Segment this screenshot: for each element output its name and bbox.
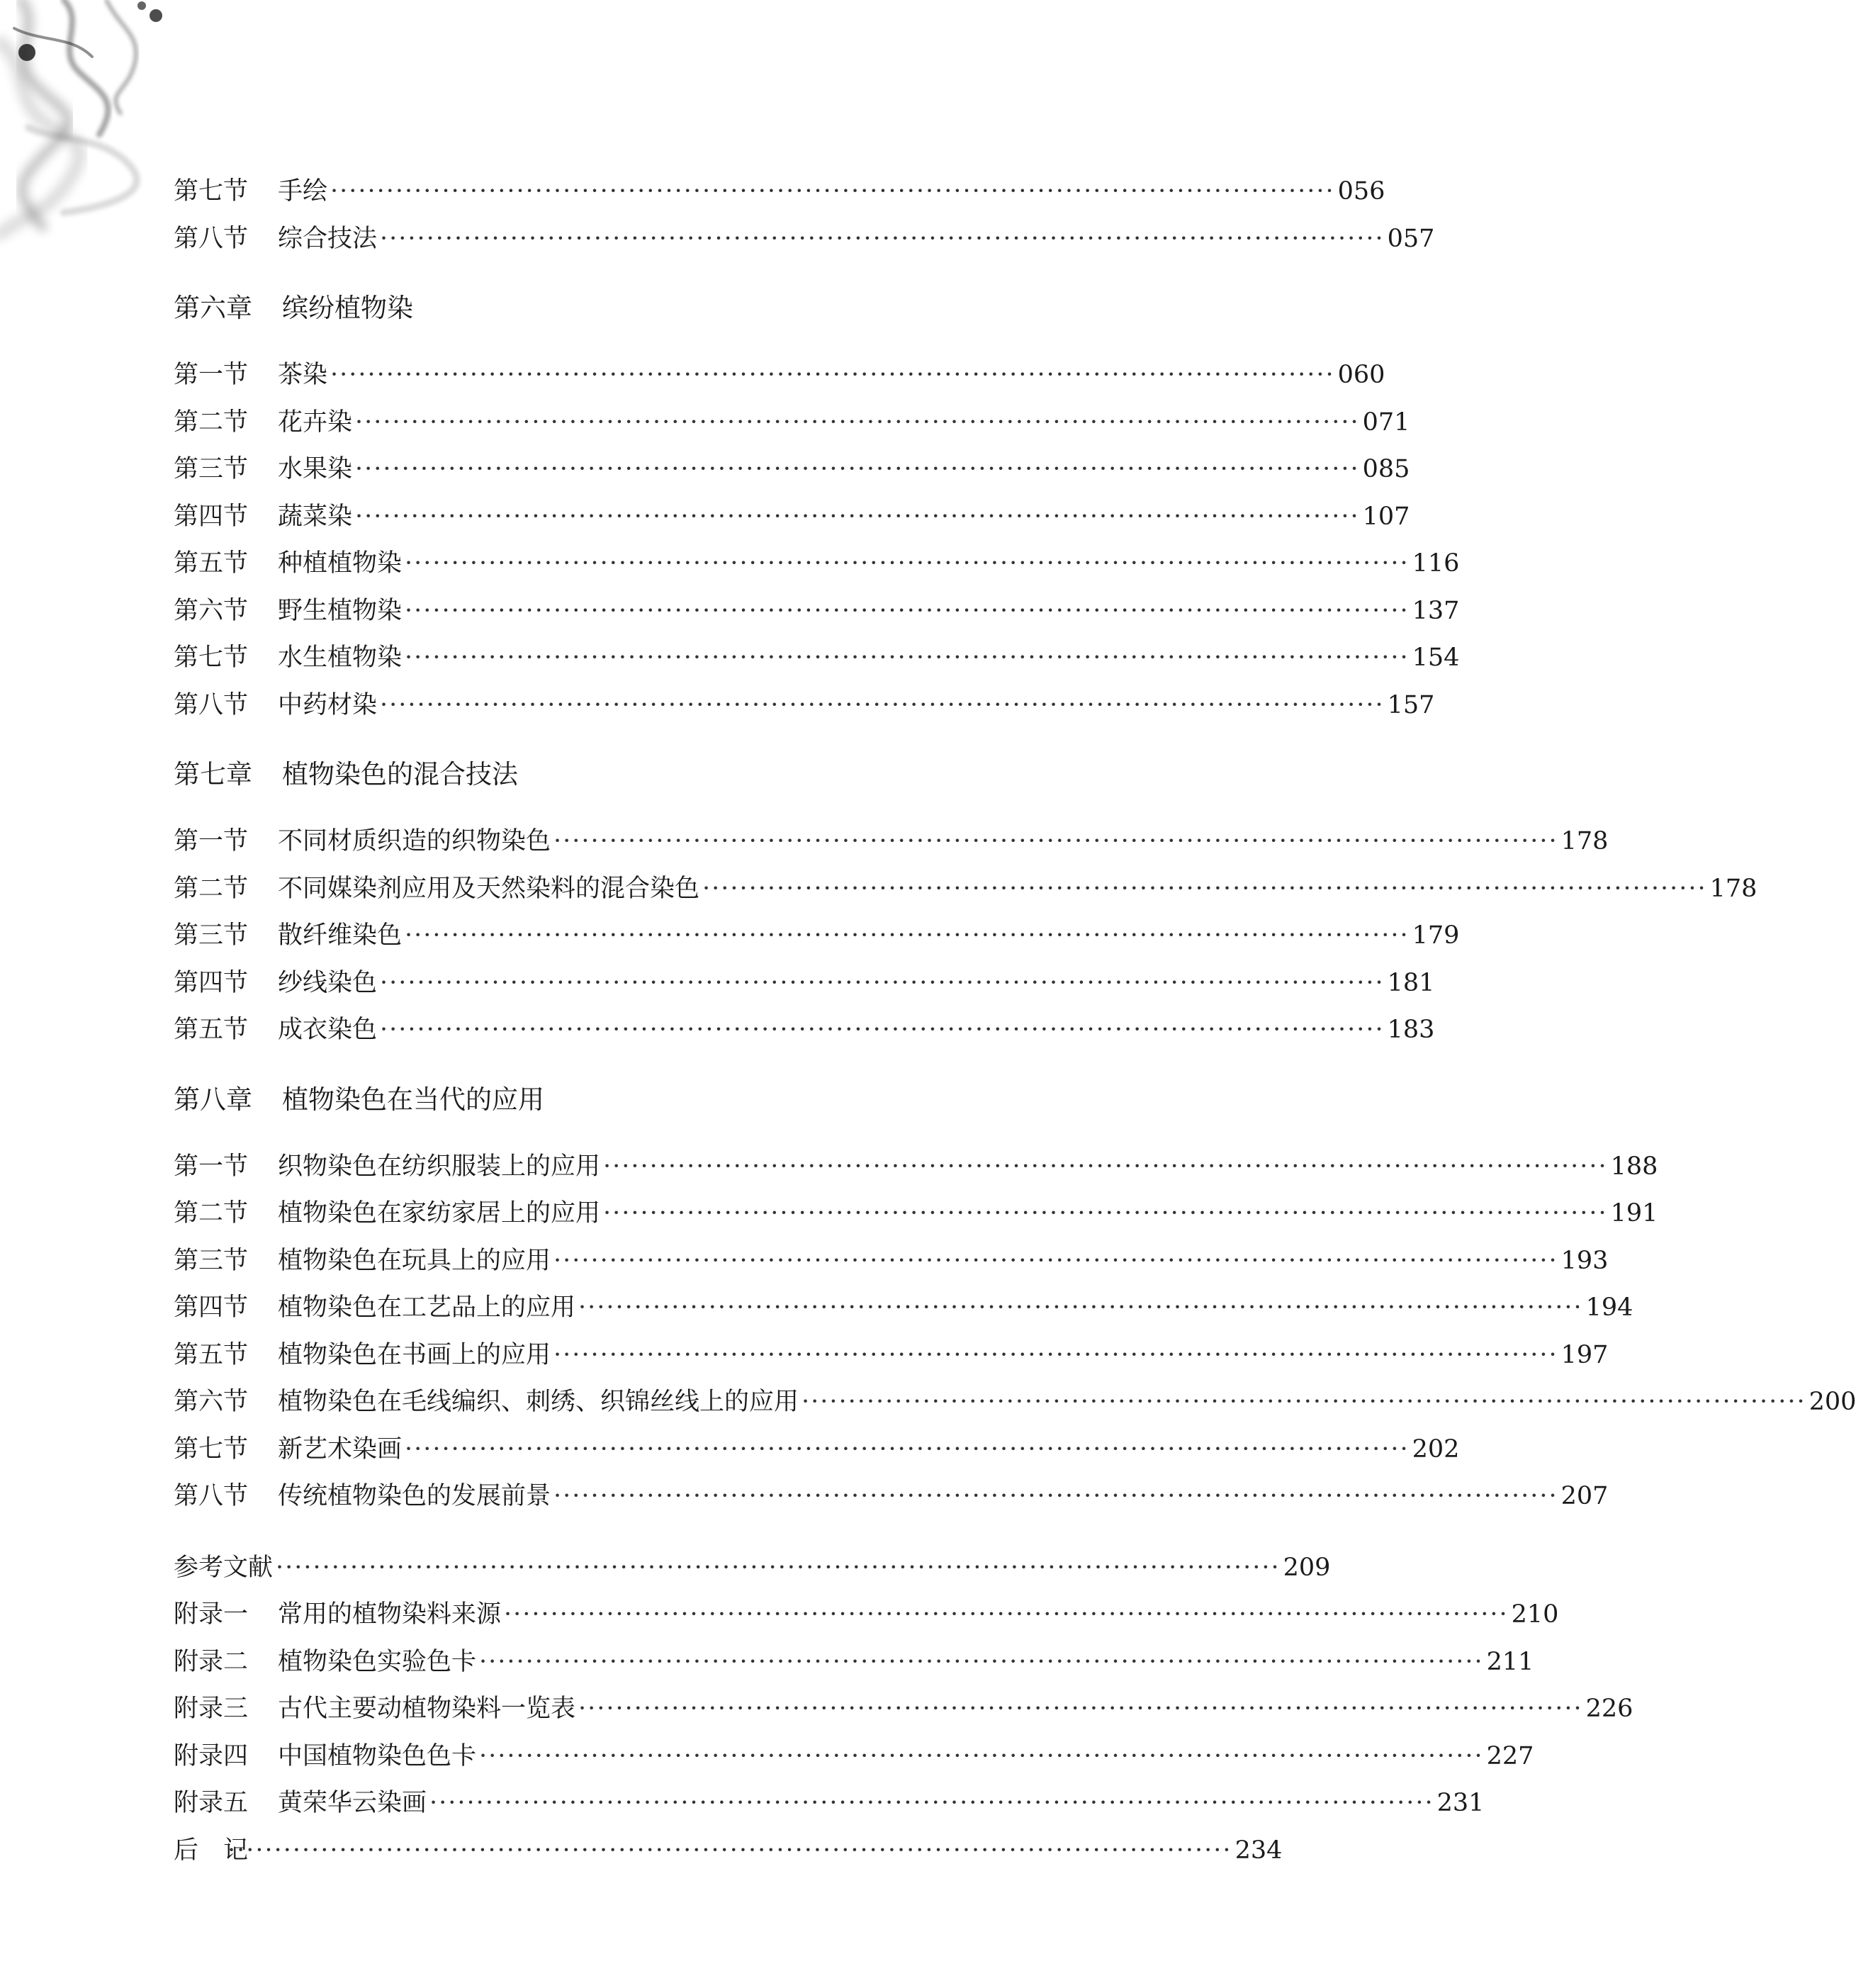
toc-entry[interactable]	[174, 818, 1609, 865]
section-title: 综合技法	[278, 224, 378, 253]
section-number: 第一节	[174, 1152, 249, 1181]
toc-entry-appendix[interactable]	[174, 1685, 1633, 1733]
section-title: 成衣染色	[278, 1016, 378, 1044]
toc-entry[interactable]	[174, 1426, 1460, 1473]
page-number: 209	[1283, 1553, 1331, 1582]
chapter-number: 第七章	[174, 759, 252, 790]
page-number: 193	[1560, 1246, 1609, 1275]
toc-entry[interactable]	[174, 215, 1435, 263]
toc-entry[interactable]	[174, 1237, 1609, 1285]
section-number: 第六节	[174, 1388, 249, 1416]
toc-entry[interactable]	[174, 865, 1757, 913]
section-title: 参考文献	[174, 1553, 274, 1582]
dot-leader: ············································································································	[330, 177, 1335, 206]
afterword-label: 后 记	[174, 1836, 249, 1865]
section-title: 黄荣华云染画	[278, 1789, 427, 1817]
page-number: 202	[1412, 1434, 1460, 1464]
section-number: 第一节	[174, 827, 249, 855]
dot-leader: ············································································································	[578, 1293, 1583, 1322]
page-number: 200	[1809, 1388, 1856, 1416]
page-number: 183	[1387, 1016, 1435, 1044]
dot-leader: ············································································································	[479, 1647, 1484, 1676]
section-number: 第七节	[174, 1434, 249, 1464]
page-number: 116	[1412, 549, 1460, 578]
dot-leader: ············································································································	[405, 921, 1410, 950]
section-title: 织物染色在纺织服装上的应用	[278, 1152, 601, 1181]
dot-leader: ············································································································	[479, 1741, 1484, 1770]
chapter-title: 缤纷植物染	[282, 293, 413, 323]
toc-entry[interactable]	[174, 1006, 1435, 1054]
dot-leader: ············································································································	[405, 1434, 1410, 1464]
toc-entry[interactable]	[174, 1284, 1633, 1332]
section-title: 不同媒染剂应用及天然染料的混合染色	[278, 874, 700, 903]
dot-leader: ············································································································	[355, 408, 1360, 437]
dot-leader: ············································································································	[405, 596, 1410, 625]
appendix-number: 附录二	[174, 1647, 249, 1676]
section-title: 手绘	[278, 177, 328, 206]
table-of-contents	[174, 168, 1856, 1874]
section-title: 传统植物染色的发展前景	[278, 1482, 551, 1510]
section-title: 茶染	[278, 361, 328, 389]
toc-entry[interactable]	[174, 588, 1460, 635]
section-title: 野生植物染	[278, 596, 403, 625]
dot-leader: ············································································································	[553, 827, 1558, 855]
section-title: 种植植物染	[278, 549, 403, 578]
dot-leader: ············································································································	[702, 874, 1707, 903]
appendix-number: 附录一	[174, 1600, 249, 1629]
toc-entry[interactable]	[174, 446, 1410, 493]
dot-leader: ············································································································	[603, 1199, 1608, 1228]
dot-leader: ············································································································	[276, 1553, 1281, 1582]
page-number: 157	[1387, 690, 1435, 719]
chapter-number: 第六章	[174, 293, 252, 323]
section-title: 植物染色在工艺品上的应用	[278, 1293, 576, 1322]
section-number: 第八节	[174, 690, 249, 719]
toc-entry-references[interactable]	[174, 1544, 1331, 1592]
dot-leader: ············································································································	[355, 502, 1360, 531]
dot-leader: ············································································································	[405, 549, 1410, 578]
toc-entry[interactable]	[174, 1143, 1658, 1191]
chapter-title: 植物染色的混合技法	[282, 759, 518, 790]
toc-entry[interactable]	[174, 399, 1410, 447]
section-title: 中药材染	[278, 690, 378, 719]
chapter-title: 植物染色在当代的应用	[282, 1084, 544, 1115]
page-number: 056	[1337, 177, 1385, 206]
section-title: 不同材质织造的织物染色	[278, 827, 551, 855]
section-number: 第四节	[174, 968, 249, 997]
toc-entry[interactable]	[174, 1332, 1609, 1379]
page-number: 179	[1412, 921, 1460, 950]
section-title: 水生植物染	[278, 644, 403, 672]
section-number: 第四节	[174, 1293, 249, 1322]
section-number: 第二节	[174, 408, 249, 437]
section-number: 第三节	[174, 921, 249, 950]
section-title: 常用的植物染料来源	[278, 1600, 502, 1629]
toc-entry[interactable]	[174, 493, 1410, 541]
toc-entry[interactable]	[174, 540, 1460, 588]
page-number: 181	[1387, 968, 1435, 997]
toc-entry[interactable]	[174, 960, 1435, 1007]
chapter-number: 第八章	[174, 1084, 252, 1115]
toc-entry-afterword[interactable]	[174, 1827, 1283, 1875]
section-number: 第一节	[174, 361, 249, 389]
toc-entry[interactable]	[174, 682, 1435, 729]
section-title: 水果染	[278, 455, 353, 483]
dot-leader: ············································································································	[380, 224, 1385, 253]
section-title: 植物染色在家纺家居上的应用	[278, 1199, 601, 1228]
page-number: 194	[1585, 1293, 1633, 1322]
section-number: 第三节	[174, 455, 249, 483]
toc-entry[interactable]	[174, 1190, 1658, 1237]
toc-entry[interactable]	[174, 912, 1460, 960]
dot-leader: ············································································································	[504, 1600, 1509, 1629]
section-number: 第七节	[174, 644, 249, 672]
dot-leader: ············································································································	[603, 1152, 1608, 1181]
section-number: 第八节	[174, 224, 249, 253]
section-title: 植物染色在玩具上的应用	[278, 1246, 551, 1275]
page-number: 178	[1709, 874, 1757, 903]
toc-entry[interactable]	[174, 1378, 1856, 1426]
dot-leader: ············································································································	[553, 1246, 1558, 1275]
section-title: 花卉染	[278, 408, 353, 437]
section-title: 植物染色实验色卡	[278, 1647, 477, 1676]
dot-leader: ············································································································	[553, 1340, 1558, 1369]
page-number: 234	[1234, 1836, 1283, 1865]
page-number: 226	[1585, 1695, 1633, 1723]
section-number: 第三节	[174, 1246, 249, 1275]
dot-leader: ············································································································	[355, 455, 1360, 483]
section-number: 第二节	[174, 1199, 249, 1228]
appendix-number: 附录五	[174, 1789, 249, 1817]
section-title: 古代主要动植物染料一览表	[278, 1695, 576, 1723]
section-title: 植物染色在书画上的应用	[278, 1340, 551, 1369]
page-number: 071	[1362, 408, 1410, 437]
dot-leader: ············································································································	[380, 1016, 1385, 1044]
dot-leader: ············································································································	[330, 361, 1335, 389]
page-number: 210	[1511, 1600, 1559, 1629]
page-number: 227	[1486, 1741, 1534, 1770]
page-number: 057	[1387, 224, 1435, 253]
page-number: 188	[1610, 1152, 1658, 1181]
page-number: 178	[1560, 827, 1609, 855]
page-number: 231	[1436, 1789, 1485, 1817]
chapter-heading[interactable]	[174, 1077, 943, 1123]
page-number: 085	[1362, 455, 1410, 483]
section-number: 第五节	[174, 549, 249, 578]
section-number: 第四节	[174, 502, 249, 531]
chapter-heading[interactable]	[174, 285, 943, 332]
section-number: 第六节	[174, 596, 249, 625]
dot-leader: ············································································································	[429, 1789, 1434, 1817]
toc-entry[interactable]	[174, 634, 1460, 682]
toc-entry-appendix[interactable]	[174, 1780, 1485, 1827]
toc-entry-appendix[interactable]	[174, 1733, 1534, 1780]
section-title: 中国植物染色色卡	[278, 1741, 477, 1770]
section-title: 植物染色在毛线编织、刺绣、织锦丝线上的应用	[278, 1388, 799, 1416]
section-title: 新艺术染画	[278, 1434, 403, 1464]
page-number: 211	[1486, 1647, 1534, 1676]
toc-entry-appendix[interactable]	[174, 1591, 1559, 1639]
page-number: 191	[1610, 1199, 1658, 1228]
appendix-number: 附录四	[174, 1741, 249, 1770]
dot-leader: ············································································································	[227, 1836, 1232, 1865]
page-number: 197	[1560, 1340, 1609, 1369]
section-title: 蔬菜染	[278, 502, 353, 531]
page-number: 060	[1337, 361, 1385, 389]
page-number: 107	[1362, 502, 1410, 531]
page-number: 154	[1412, 644, 1460, 672]
chapter-heading[interactable]	[174, 751, 943, 798]
section-number: 第八节	[174, 1482, 249, 1510]
toc-entry[interactable]	[174, 1473, 1609, 1520]
appendix-number: 附录三	[174, 1695, 249, 1723]
section-number: 第五节	[174, 1016, 249, 1044]
dot-leader: ············································································································	[380, 690, 1385, 719]
section-number: 第七节	[174, 177, 249, 206]
dot-leader: ············································································································	[578, 1695, 1583, 1723]
dot-leader: ············································································································	[802, 1388, 1806, 1416]
page-number: 137	[1412, 596, 1460, 625]
page-number: 207	[1560, 1482, 1609, 1510]
section-number: 第二节	[174, 874, 249, 903]
section-title: 散纤维染色	[278, 921, 403, 950]
dot-leader: ············································································································	[405, 644, 1410, 672]
toc-entry[interactable]	[174, 168, 1385, 215]
dot-leader: ············································································································	[553, 1482, 1558, 1510]
section-title: 纱线染色	[278, 968, 378, 997]
section-number: 第五节	[174, 1340, 249, 1369]
toc-entry-appendix[interactable]	[174, 1639, 1534, 1686]
toc-entry[interactable]	[174, 352, 1385, 399]
dot-leader: ············································································································	[380, 968, 1385, 997]
